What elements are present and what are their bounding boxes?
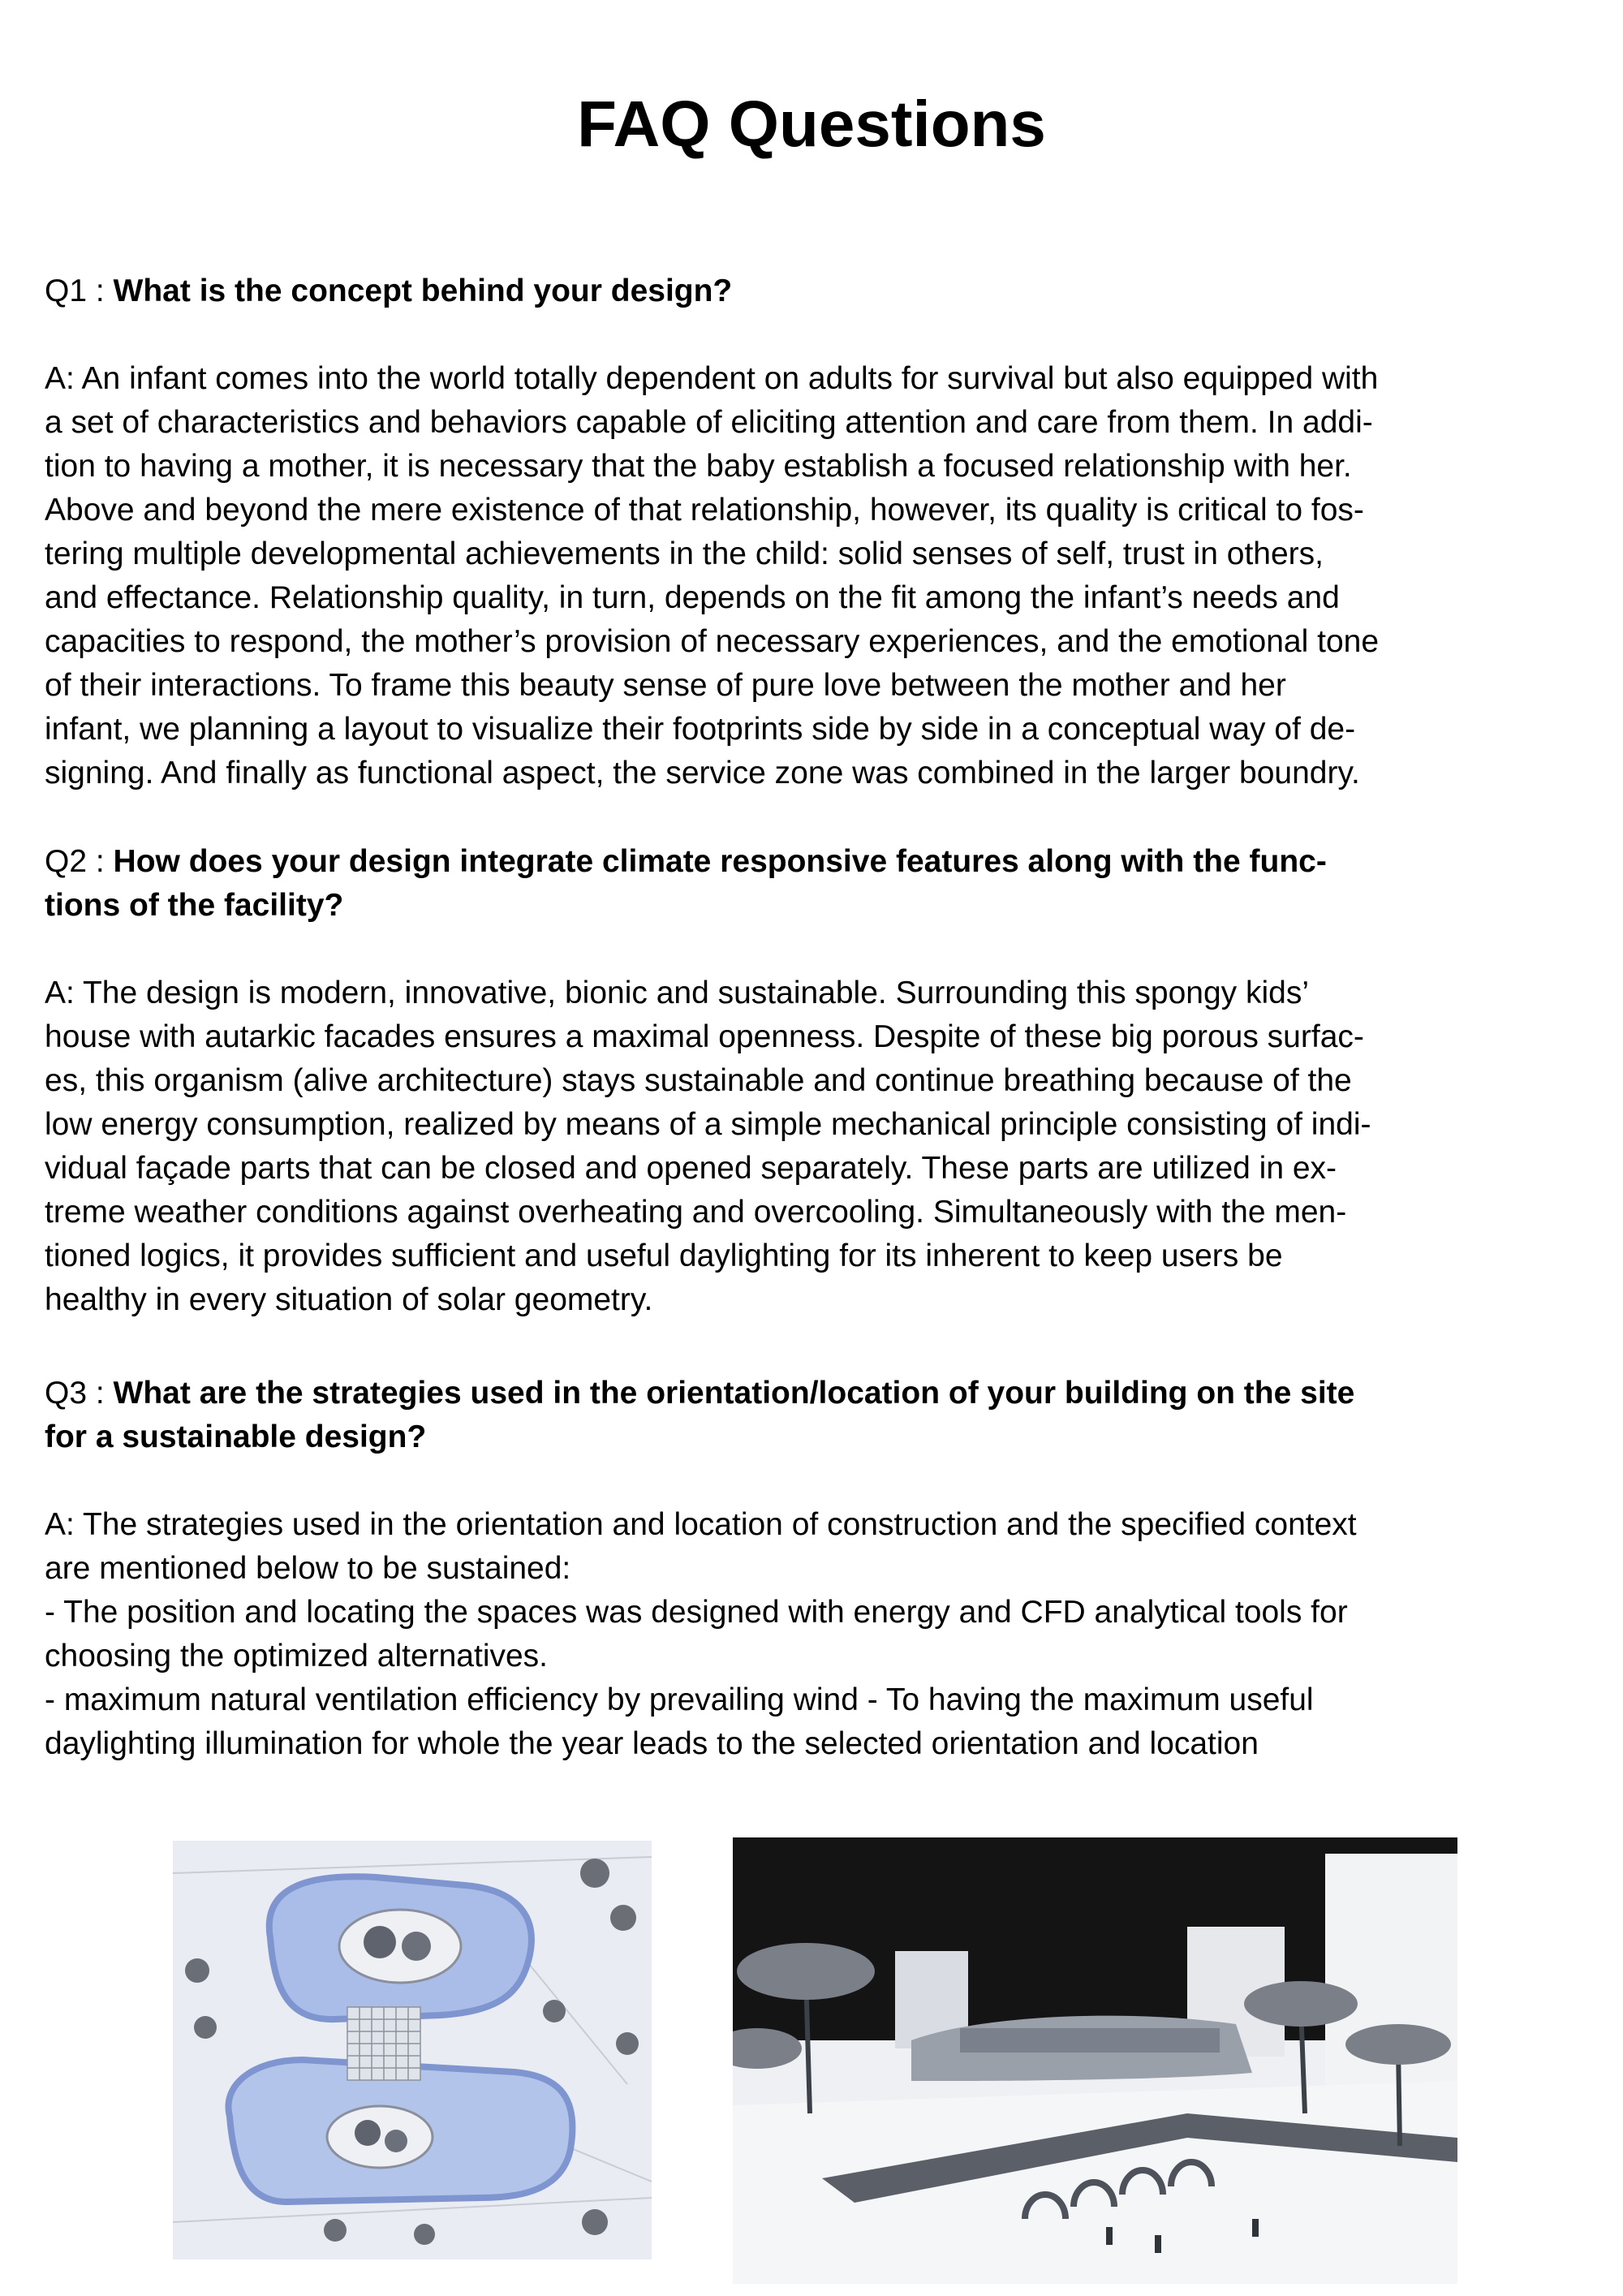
answer-line: capacities to respond, the mother’s provision of necessary experiences, and the emotional tone [45, 624, 1380, 659]
perspective-render [733, 1837, 1457, 2284]
answer-line: treme weather conditions against overheating and overcooling. Simultaneously with the men- [45, 1195, 1347, 1230]
question-text: What are the strategies used in the orientation/location of your building on the site [113, 1376, 1355, 1411]
answer-line: Above and beyond the mere existence of that relationship, however, its quality is critical to fos- [45, 493, 1364, 528]
faq-item-1 [45, 269, 1586, 795]
answer-line: are mentioned below to be sustained: [45, 1551, 571, 1586]
answer-3 [45, 1503, 1586, 1766]
answer-line: of their interactions. To frame this beauty sense of pure love between the mother and her [45, 668, 1286, 703]
answer-line: es, this organism (alive architecture) stays sustainable and continue breathing because of the [45, 1063, 1352, 1098]
question-3 [45, 1372, 1586, 1459]
answer-line: and effectance. Relationship quality, in turn, depends on the fit among the infant’s needs and [45, 580, 1340, 615]
question-1 [45, 269, 1586, 313]
answer-line: choosing the optimized alternatives. [45, 1639, 549, 1674]
answer-line: - maximum natural ventilation efficiency by prevailing wind - To having the maximum useful [45, 1682, 1314, 1717]
answer-line: low energy consumption, realized by means of a simple mechanical principle consisting of indi- [45, 1107, 1371, 1142]
question-text: What is the concept behind your design? [113, 274, 733, 308]
question-prefix: Q1 : [45, 274, 114, 308]
question-prefix: Q3 : [45, 1376, 114, 1411]
answer-line: - The position and locating the spaces was designed with energy and CFD analytical tools for [45, 1595, 1348, 1630]
faq-item-3 [45, 1372, 1586, 1766]
question-text: tions of the facility? [45, 888, 344, 923]
answer-line: A: An infant comes into the world totally dependent on adults for survival but also equipped with [45, 361, 1379, 396]
answer-line: signing. And finally as functional aspect, the service zone was combined in the larger boundry. [45, 756, 1360, 790]
answer-line: a set of characteristics and behaviors capable of eliciting attention and care from them. In addi- [45, 405, 1373, 440]
answer-line: vidual façade parts that can be closed and opened separately. These parts are utilized in ex- [45, 1151, 1337, 1186]
answer-line: daylighting illumination for whole the year leads to the selected orientation and location [45, 1726, 1259, 1761]
question-text: for a sustainable design? [45, 1419, 427, 1454]
question-text: How does your design integrate climate responsive features along with the func- [113, 844, 1327, 879]
answer-line: tioned logics, it provides sufficient and useful daylighting for its inherent to keep users be [45, 1238, 1283, 1273]
answer-line: house with autarkic facades ensures a maximal openness. Despite of these big porous surfac- [45, 1019, 1364, 1054]
answer-2 [45, 971, 1586, 1322]
answer-line: A: The design is modern, innovative, bionic and sustainable. Surrounding this spongy kids’ [45, 976, 1310, 1010]
answer-line: tion to having a mother, it is necessary that the baby establish a focused relationship with her. [45, 449, 1352, 484]
answer-line: infant, we planning a layout to visualize their footprints side by side in a conceptual way of de- [45, 712, 1356, 747]
question-prefix: Q2 : [45, 844, 114, 879]
site-plan-model-photo [173, 1841, 652, 2259]
answer-line: tering multiple developmental achievements in the child: solid senses of self, trust in others, [45, 536, 1324, 571]
question-2 [45, 840, 1586, 928]
answer-line: healthy in every situation of solar geometry. [45, 1282, 653, 1317]
page-title: FAQ Questions [577, 88, 1046, 160]
answer-1 [45, 357, 1586, 795]
answer-line: A: The strategies used in the orientation and location of construction and the specified context [45, 1507, 1357, 1542]
faq-item-2 [45, 840, 1586, 1322]
